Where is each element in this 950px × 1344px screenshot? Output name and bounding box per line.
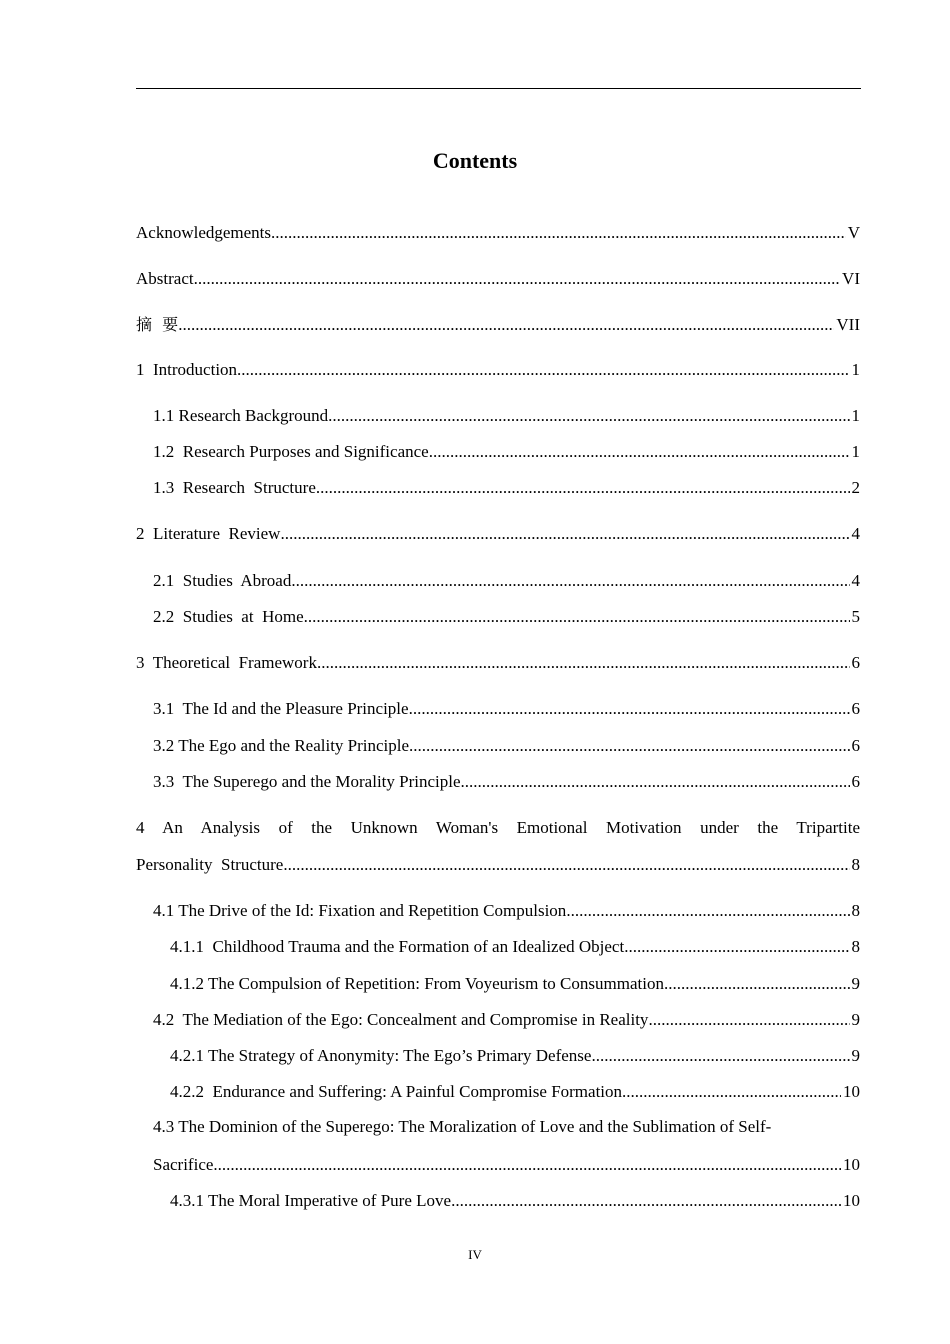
toc-entry-label: 3.3 The Superego and the Morality Principle	[153, 772, 461, 791]
toc-page-number: 1	[851, 406, 860, 425]
toc-leader-dots	[237, 359, 849, 381]
toc-leader-dots	[304, 606, 850, 628]
toc-page-number: V	[847, 223, 860, 242]
toc-page-number: 6	[851, 699, 860, 718]
toc-page-number: 6	[851, 653, 860, 672]
toc-page-number: VI	[842, 269, 860, 288]
toc-page-number: 1	[851, 360, 860, 379]
toc-leader-dots	[664, 973, 850, 995]
toc-page-number: 6	[851, 736, 860, 755]
toc-entry-label: 3 Theoretical Framework	[136, 653, 317, 672]
toc-leader-dots	[328, 405, 849, 427]
toc-leader-dots	[591, 1045, 849, 1067]
toc-entry-label: Sacrifice	[153, 1155, 214, 1174]
toc-page-number: 6	[851, 772, 860, 791]
toc-page-number: 10	[843, 1191, 860, 1210]
toc-entry-3-3[interactable]	[153, 771, 860, 793]
toc-page-number: VII	[836, 315, 860, 334]
toc-entry-label: 2.1 Studies Abroad	[153, 571, 292, 590]
toc-page-number: 5	[851, 607, 860, 626]
toc-entry-label: Personality Structure	[136, 855, 284, 874]
toc-entry-3-1[interactable]	[153, 698, 860, 720]
toc-page-number: 10	[843, 1082, 860, 1101]
toc-entry-label: 1.3 Research Structure	[153, 478, 316, 497]
toc-leader-dots	[566, 900, 849, 922]
toc-entry-abstract[interactable]	[136, 268, 860, 290]
toc-entry-analysis-line1[interactable]: 4 An Analysis of the Unknown Woman's Emotional Motivation under the Tripartite	[136, 818, 860, 837]
toc-entry-4-1-1[interactable]	[170, 936, 860, 958]
toc-page-number: 1	[851, 442, 860, 461]
toc-entry-label: 3.1 The Id and the Pleasure Principle	[153, 699, 409, 718]
toc-leader-dots	[648, 1009, 849, 1031]
toc-leader-dots	[291, 570, 849, 592]
toc-entry-introduction[interactable]	[136, 359, 860, 381]
toc-page-number: 10	[843, 1155, 860, 1174]
toc-entry-2-1[interactable]	[153, 570, 860, 592]
toc-entry-4-2[interactable]	[153, 1009, 860, 1031]
toc-leader-dots	[461, 771, 850, 793]
header-rule	[136, 88, 861, 89]
toc-leader-dots	[622, 1081, 841, 1103]
toc-leader-dots	[271, 222, 846, 244]
toc-entry-analysis[interactable]	[136, 854, 860, 876]
toc-entry-label: 3.2 The Ego and the Reality Principle	[153, 736, 410, 755]
toc-page-number: 2	[851, 478, 860, 497]
toc-entry-label: 1 Introduction	[136, 360, 238, 379]
toc-leader-dots	[213, 1154, 841, 1176]
toc-page-number: 8	[851, 855, 860, 874]
page-title: Contents	[432, 148, 518, 173]
toc-leader-dots	[316, 477, 850, 499]
toc-entry-4-1-2[interactable]	[170, 973, 860, 995]
toc-entry-label: 摘 要	[136, 315, 179, 334]
toc-entry-2-2[interactable]	[153, 606, 860, 628]
toc-entry-4-3-1[interactable]	[170, 1190, 860, 1212]
toc-page-number: 4	[851, 524, 860, 543]
toc-entry-label: 4.2.1 The Strategy of Anonymity: The Ego’s Primary Defense	[170, 1046, 592, 1065]
toc-leader-dots	[194, 268, 840, 290]
toc-leader-dots	[280, 523, 849, 545]
toc-entry-4-2-1[interactable]	[170, 1045, 860, 1067]
toc-entry-label: 1.1 Research Background	[153, 406, 329, 425]
toc-entry-label: 2.2 Studies at Home	[153, 607, 304, 626]
toc-entry-label: 4.1.2 The Compulsion of Repetition: From Voyeurism to Consummation	[170, 974, 664, 993]
toc-page-number: 9	[851, 1010, 860, 1029]
toc-entry-chinese-abstract[interactable]	[136, 314, 860, 336]
toc-entry-label: 2 Literature Review	[136, 524, 281, 543]
toc-page-number: 9	[851, 974, 860, 993]
page-number-footer: IV	[468, 1247, 482, 1262]
toc-leader-dots	[409, 735, 849, 757]
toc-leader-dots	[451, 1190, 841, 1212]
toc-entry-label: Acknowledgements	[136, 223, 272, 242]
toc-entry-theoretical-framework[interactable]	[136, 652, 860, 674]
toc-entry-4-1[interactable]	[153, 900, 860, 922]
toc-entry-label: 1.2 Research Purposes and Significance	[153, 442, 429, 461]
toc-entry-4-3[interactable]	[153, 1154, 860, 1176]
toc-leader-dots	[178, 314, 834, 336]
toc-entry-1-2[interactable]	[153, 441, 860, 463]
toc-page-number: 9	[851, 1046, 860, 1065]
toc-entry-4-3-line1[interactable]: 4.3 The Dominion of the Superego: The Moralization of Love and the Sublimation of Self-	[153, 1117, 772, 1136]
toc-leader-dots	[283, 854, 849, 876]
toc-entry-label: 4.2 The Mediation of the Ego: Concealment and Compromise in Reality	[153, 1010, 649, 1029]
toc-entry-3-2[interactable]	[153, 735, 860, 757]
toc-leader-dots	[317, 652, 850, 674]
toc-entry-label: 4.2.2 Endurance and Suffering: A Painful Compromise Formation	[170, 1082, 623, 1101]
toc-entry-label: Abstract	[136, 269, 194, 288]
toc-entry-4-2-2[interactable]	[170, 1081, 860, 1103]
toc-leader-dots	[409, 698, 850, 720]
toc-entry-literature-review[interactable]	[136, 523, 860, 545]
toc-leader-dots	[429, 441, 850, 463]
toc-entry-1-3[interactable]	[153, 477, 860, 499]
toc-entry-label: 4.3.1 The Moral Imperative of Pure Love	[170, 1191, 452, 1210]
toc-page-number: 8	[851, 901, 860, 920]
toc-entry-label: 4.1.1 Childhood Trauma and the Formation of an Idealized Object	[170, 937, 625, 956]
toc-page-number: 4	[851, 571, 860, 590]
toc-entry-acknowledgements[interactable]	[136, 222, 860, 244]
toc-leader-dots	[624, 936, 849, 958]
toc-page-number: 8	[851, 937, 860, 956]
toc-entry-label: 4.1 The Drive of the Id: Fixation and Repetition Compulsion	[153, 901, 567, 920]
toc-entry-1-1[interactable]	[153, 405, 860, 427]
